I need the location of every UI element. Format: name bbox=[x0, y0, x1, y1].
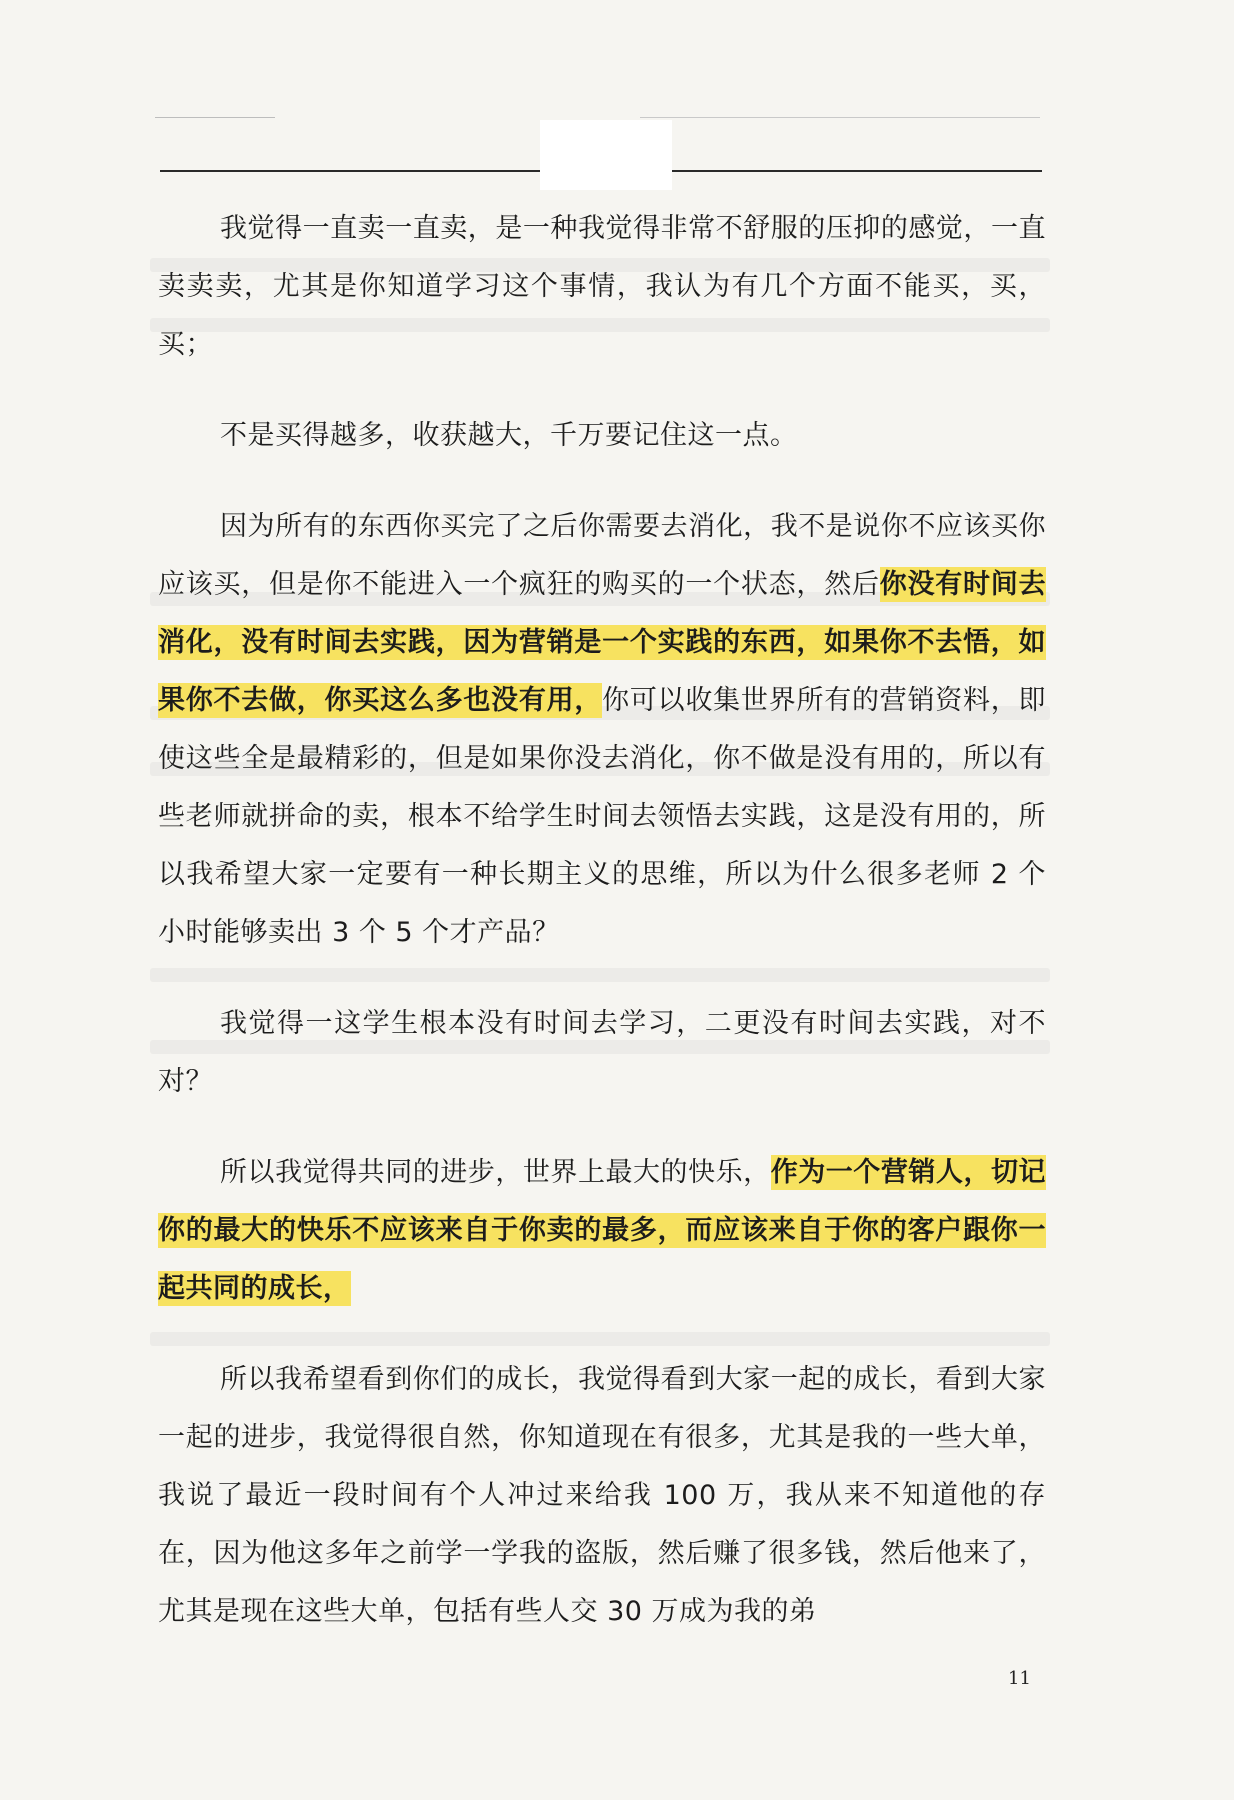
paragraph-text: 所以我希望看到你们的成长，我觉得看到大家一起的成长，看到大家一起的进步，我觉得很自然，你知道现在有很多，尤其是我的一些大单，我说了最近一段时间有个人冲过来给我 100 万，我从来不知道他的存在，因为他这多年之前学一学我的盗版，然后赚了很多钱，然后他来了，尤其是现在这些大单，包括有些人交 30 万成为我的弟 bbox=[158, 1364, 1046, 1627]
paragraph bbox=[158, 200, 1046, 374]
paragraph bbox=[158, 1144, 1046, 1318]
header-redaction-box bbox=[540, 120, 672, 190]
header-faint-rule bbox=[640, 117, 1040, 118]
paragraph-text: 不是买得越多，收获越大，千万要记住这一点。 bbox=[220, 420, 798, 451]
highlighted-text: 作为一个营销人，切记你的最大的快乐不应该来自于你卖的最多，而应该来自于你的客户跟你一起共同的成长， bbox=[158, 1157, 1047, 1304]
paragraph-text: 所以我觉得共同的进步，世界上最大的快乐， bbox=[220, 1157, 771, 1188]
highlighted-text: 你没有时间去消化，没有时间去实践，因为营销是一个实践的东西，如果你不去悟，如果你不去做，你买这么多也没有用， bbox=[158, 569, 1047, 716]
body-text bbox=[158, 200, 1046, 1641]
paragraph bbox=[158, 498, 1046, 962]
paragraph-text: 你可以收集世界所有的营销资料，即使这些全是最精彩的，但是如果你没去消化，你不做是没有用的，所以有些老师就拼命的卖，根本不给学生时间去领悟去实践，这是没有用的，所以我希望大家一定要有一种长期主义的思维，所以为什么很多老师 2 个小时能够卖出 3 个 5 个才产品？ bbox=[158, 685, 1047, 948]
header-rule-right bbox=[672, 170, 1042, 172]
paragraph bbox=[158, 995, 1046, 1111]
paragraph-text: 因为所有的东西你买完了之后你需要去消化，我不是说你不应该买你应该买，但是你不能进入一个疯狂的购买的一个状态，然后 bbox=[158, 511, 1046, 600]
header-faint-rule bbox=[155, 117, 275, 118]
paragraph bbox=[158, 407, 1046, 465]
page-number: 11 bbox=[1008, 1668, 1031, 1689]
paragraph bbox=[158, 1351, 1046, 1641]
paragraph-text: 我觉得一这学生根本没有时间去学习，二更没有时间去实践，对不对？ bbox=[158, 1008, 1046, 1097]
header-rule-left bbox=[160, 170, 540, 172]
paragraph-text: 我觉得一直卖一直卖，是一种我觉得非常不舒服的压抑的感觉，一直卖卖卖，尤其是你知道学习这个事情，我认为有几个方面不能买，买，买； bbox=[158, 213, 1046, 360]
